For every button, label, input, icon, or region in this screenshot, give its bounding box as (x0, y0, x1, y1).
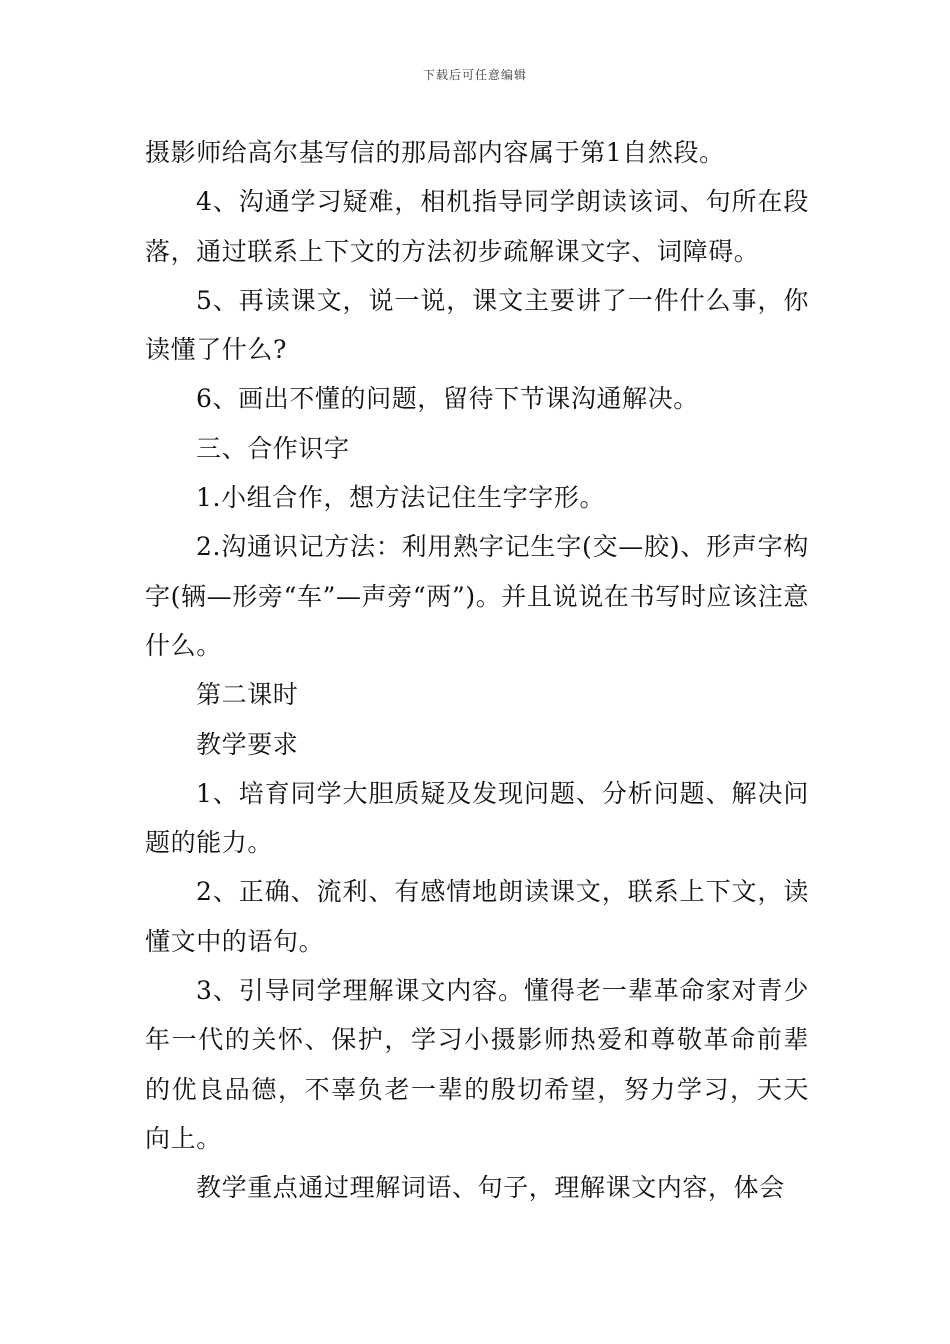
document-body (145, 128, 809, 1213)
page-header: 下载后可任意编辑 (422, 68, 527, 82)
paragraph-7: 2.沟通识记方法：利用熟字记生字(交—胶)、形声字构字(辆—形旁“车”—声旁“两”)。并且说说在书写时应该注意什么。 (145, 532, 809, 660)
paragraph-4: 6、画出不懂的问题，留待下节课沟通解决。 (196, 384, 699, 414)
paragraph-11: 2、正确、流利、有感情地朗读课文，联系上下文，读懂文中的语句。 (145, 877, 809, 956)
paragraph-13: 教学重点通过理解词语、句子，理解课文内容，体会 (196, 1173, 785, 1203)
paragraph-1: 摄影师给高尔基写信的那局部内容属于第1自然段。 (145, 138, 725, 167)
section-heading-cooperative-literacy: 三、合作识字 (196, 433, 350, 463)
paragraph-6: 1.小组合作，想方法记住生字字形。 (196, 483, 606, 513)
section-heading-second-lesson: 第二课时 (196, 680, 299, 710)
paragraph-12: 3、引导同学理解课文内容。懂得老一辈革命家对青少年一代的关怀、保护，学习小摄影师热爱和尊敬革命前辈的优良品德，不辜负老一辈的殷切希望，努力学习，天天向上。 (145, 976, 809, 1153)
section-heading-teaching-requirements: 教学要求 (196, 729, 299, 759)
paragraph-10: 1、培育同学大胆质疑及发现问题、分析问题、解决问题的能力。 (145, 778, 809, 858)
paragraph-3: 5、再读课文，说一说，课文主要讲了一件什么事，你读懂了什么? (145, 285, 809, 365)
paragraph-2: 4、沟通学习疑难，相机指导同学朗读该词、句所在段落，通过联系上下文的方法初步疏解课文字、词障碍。 (145, 187, 809, 266)
